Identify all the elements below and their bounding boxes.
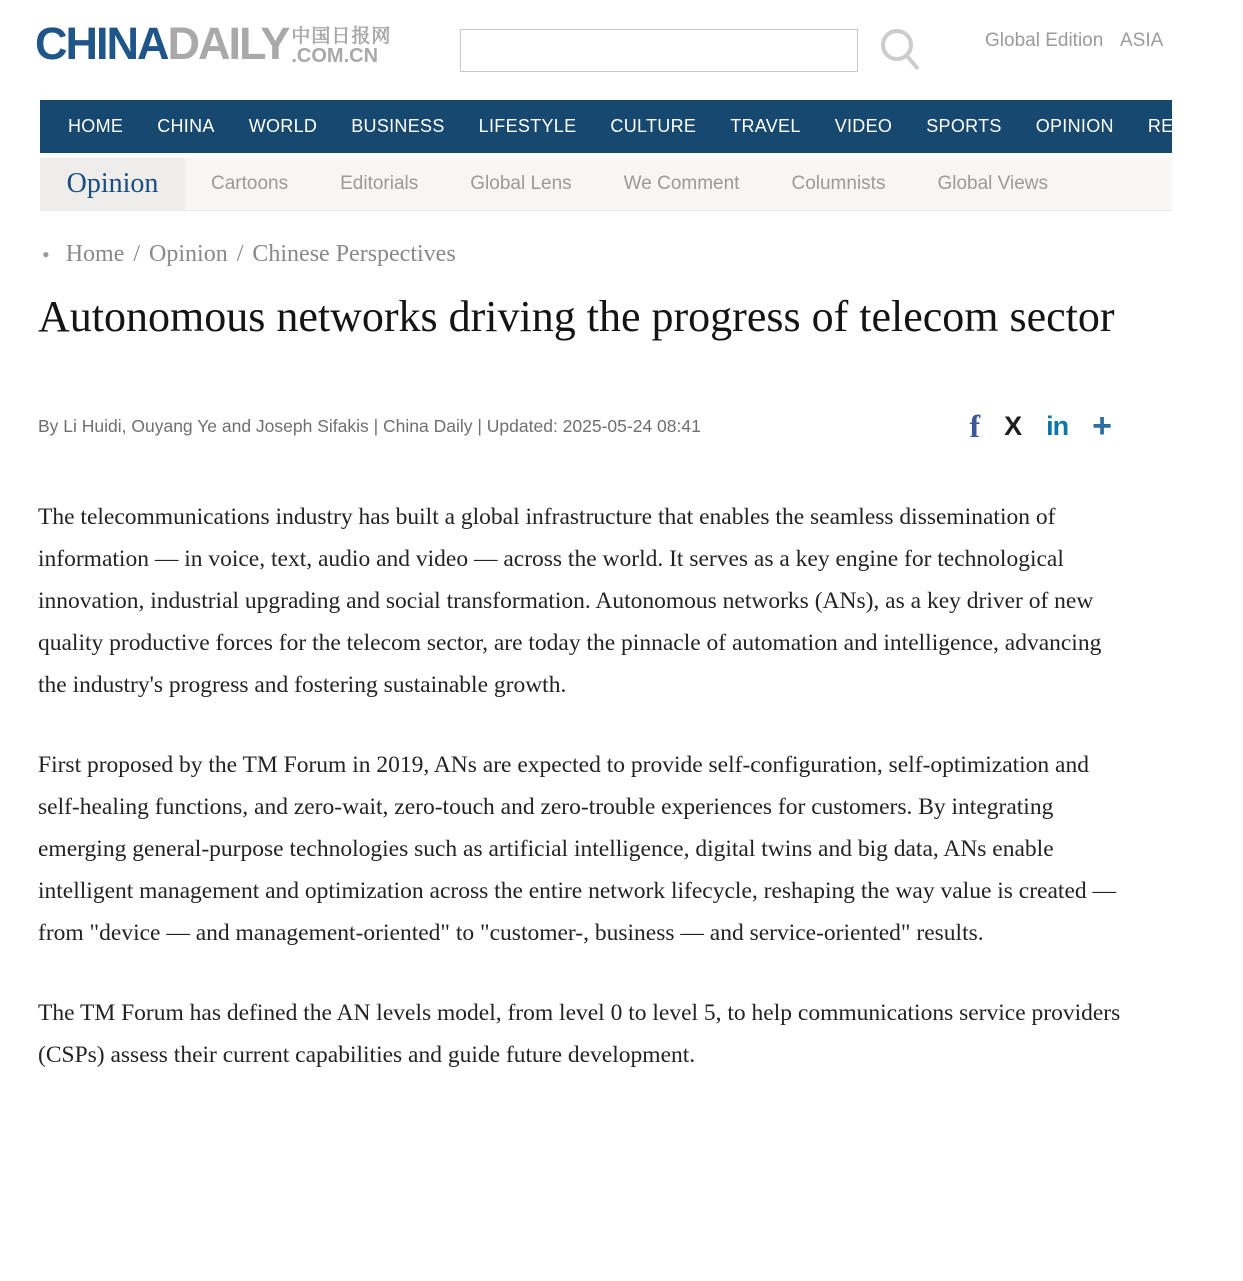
breadcrumb-chinese-perspectives[interactable]: Chinese Perspectives (252, 241, 456, 267)
subnav-item-global-lens[interactable]: Global Lens (470, 173, 572, 194)
subnav-item-editorials[interactable]: Editorials (340, 173, 419, 194)
nav-item-regional[interactable]: REGIONAL (1147, 116, 1243, 136)
nav-item-lifestyle[interactable]: LIFESTYLE (478, 116, 577, 136)
x-twitter-share-icon[interactable]: X (1004, 410, 1023, 441)
article-paragraph: The telecommunications industry has built a global infrastructure that enables the seamless dissemination of information — in voice, text, audio and video — across the world. It serves as a key engine for technological innovation, industrial upgrading and social transformation. Autonomous networks (ANs), as a key driver of new quality productive forces for the telecom sector, are today the pinnacle of automation and intelligence, advancing the industry's progress and fostering sustainable growth. (38, 504, 1102, 698)
article-title: Autonomous networks driving the progress of telecom sector (38, 292, 1115, 341)
article-byline: By Li Huidi, Ouyang Ye and Joseph Sifakis | China Daily | Updated: 2025-05-24 08:41 (38, 415, 701, 436)
logo-chinese-characters: 中国日报网 (291, 26, 392, 47)
more-share-icon[interactable]: + (1092, 407, 1112, 446)
chinadaily-logo[interactable] (35, 18, 392, 69)
facebook-share-icon[interactable]: f (969, 408, 981, 445)
byline-row (38, 407, 1134, 446)
article-body (38, 497, 1134, 1077)
asia-edition-link[interactable]: ASIA (1120, 30, 1164, 51)
article-paragraph: First proposed by the TM Forum in 2019, ANs are expected to provide self-configuration, self-optimization and self-healing functions, and zero-wait, zero-touch and zero-trouble experiences for customers. By integrating emerging general-purpose technologies such as artificial intelligence, digital twins and big data, ANs enable intelligent management and optimization across the entire network lifecycle, reshaping the way value is created — from "device — and management-oriented" to "customer-, business — and service-oriented" results. (38, 752, 1116, 946)
breadcrumb-opinion[interactable]: Opinion (149, 241, 228, 267)
main-navbar (40, 100, 1243, 153)
subnav-item-we-comment[interactable]: We Comment (623, 173, 740, 194)
subnav-item-global-views[interactable]: Global Views (937, 173, 1048, 194)
breadcrumb-separator: / (133, 241, 141, 267)
nav-item-opinion[interactable]: OPINION (1035, 116, 1114, 136)
opinion-subnav (40, 158, 1172, 211)
nav-item-sports[interactable]: SPORTS (926, 116, 1002, 136)
logo-daily-text: DAILY (167, 18, 289, 69)
global-edition-link[interactable]: Global Edition (985, 30, 1104, 51)
nav-item-business[interactable]: BUSINESS (351, 116, 445, 136)
search-input[interactable] (460, 29, 858, 72)
linkedin-share-icon[interactable]: in (1046, 410, 1069, 441)
nav-item-home[interactable]: HOME (68, 116, 124, 136)
nav-item-culture[interactable]: CULTURE (610, 116, 697, 136)
breadcrumb (42, 241, 1172, 268)
site-header (0, 0, 1172, 100)
search-icon[interactable] (876, 25, 924, 73)
logo-china-text: CHINA (35, 18, 168, 69)
breadcrumb-home[interactable]: Home (65, 241, 125, 267)
subnav-tab-opinion-active[interactable]: Opinion (40, 158, 185, 210)
nav-item-video[interactable]: VIDEO (834, 116, 893, 136)
breadcrumb-separator: / (236, 241, 244, 267)
social-share-bar (969, 407, 1112, 446)
subnav-item-cartoons[interactable]: Cartoons (211, 173, 289, 194)
breadcrumb-bullet-icon: • (42, 241, 50, 267)
nav-item-world[interactable]: WORLD (248, 116, 318, 136)
logo-chinese-suffix (291, 27, 391, 66)
logo-domain-text: .COM.CN (291, 45, 379, 67)
nav-item-china[interactable]: CHINA (157, 116, 215, 136)
article-paragraph: The TM Forum has defined the AN levels model, from level 0 to level 5, to help communications service providers (CSPs) assess their current capabilities and guide future development. (38, 1000, 1121, 1069)
subnav-item-columnists[interactable]: Columnists (791, 173, 886, 194)
nav-item-travel[interactable]: TRAVEL (730, 116, 801, 136)
